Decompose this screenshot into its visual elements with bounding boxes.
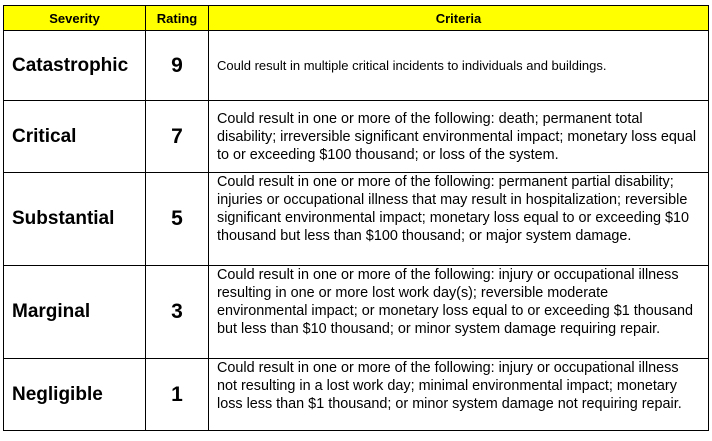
severity-cell: Marginal — [4, 266, 146, 359]
severity-rating-table — [3, 5, 709, 431]
criteria-text: Could result in one or more of the following: permanent partial disability; injuries or occupational illness that may result in hospitalization; reversible significant environmental impact; monetary loss equal to or exceeding $10 thousand but less than $100 thousand; or major system damage. — [217, 174, 689, 244]
severity-cell: Substantial — [4, 173, 146, 266]
criteria-cell — [209, 266, 709, 359]
rating-cell: 5 — [146, 173, 209, 266]
criteria-cell — [209, 173, 709, 266]
severity-cell: Critical — [4, 101, 146, 173]
table-row-catastrophic — [4, 31, 709, 101]
rating-cell: 7 — [146, 101, 209, 173]
severity-cell: Negligible — [4, 359, 146, 431]
rating-column-header: Rating — [146, 6, 209, 31]
rating-cell: 3 — [146, 266, 209, 359]
table-header-row — [4, 6, 709, 31]
table-row-marginal — [4, 266, 709, 359]
severity-column-header: Severity — [4, 6, 146, 31]
severity-cell: Catastrophic — [4, 31, 146, 101]
rating-cell: 9 — [146, 31, 209, 101]
criteria-cell: Could result in one or more of the following: death; permanent total disability; irreversible significant environmental impact; monetary loss equal to or exceeding $100 thousand; or loss of the system. — [209, 101, 709, 173]
criteria-text: Could result in one or more of the following: injury or occupational illness not resulting in a lost work day; minimal environmental impact; monetary loss less than $1 thousand; or minor system damage not requiring repair. — [217, 360, 682, 412]
criteria-column-header: Criteria — [209, 6, 709, 31]
criteria-cell — [209, 359, 709, 431]
criteria-cell: Could result in multiple critical incidents to individuals and buildings. — [209, 31, 709, 101]
rating-cell: 1 — [146, 359, 209, 431]
table-row-substantial — [4, 173, 709, 266]
severity-table-container — [3, 5, 708, 431]
table-row-critical — [4, 101, 709, 173]
table-row-negligible — [4, 359, 709, 431]
criteria-text: Could result in one or more of the following: injury or occupational illness resulting in one or more lost work day(s); reversible moderate environmental impact; or monetary loss equal to or exceeding $1 thousand but less than $10 thousand; or minor system damage requiring repair. — [217, 267, 693, 337]
